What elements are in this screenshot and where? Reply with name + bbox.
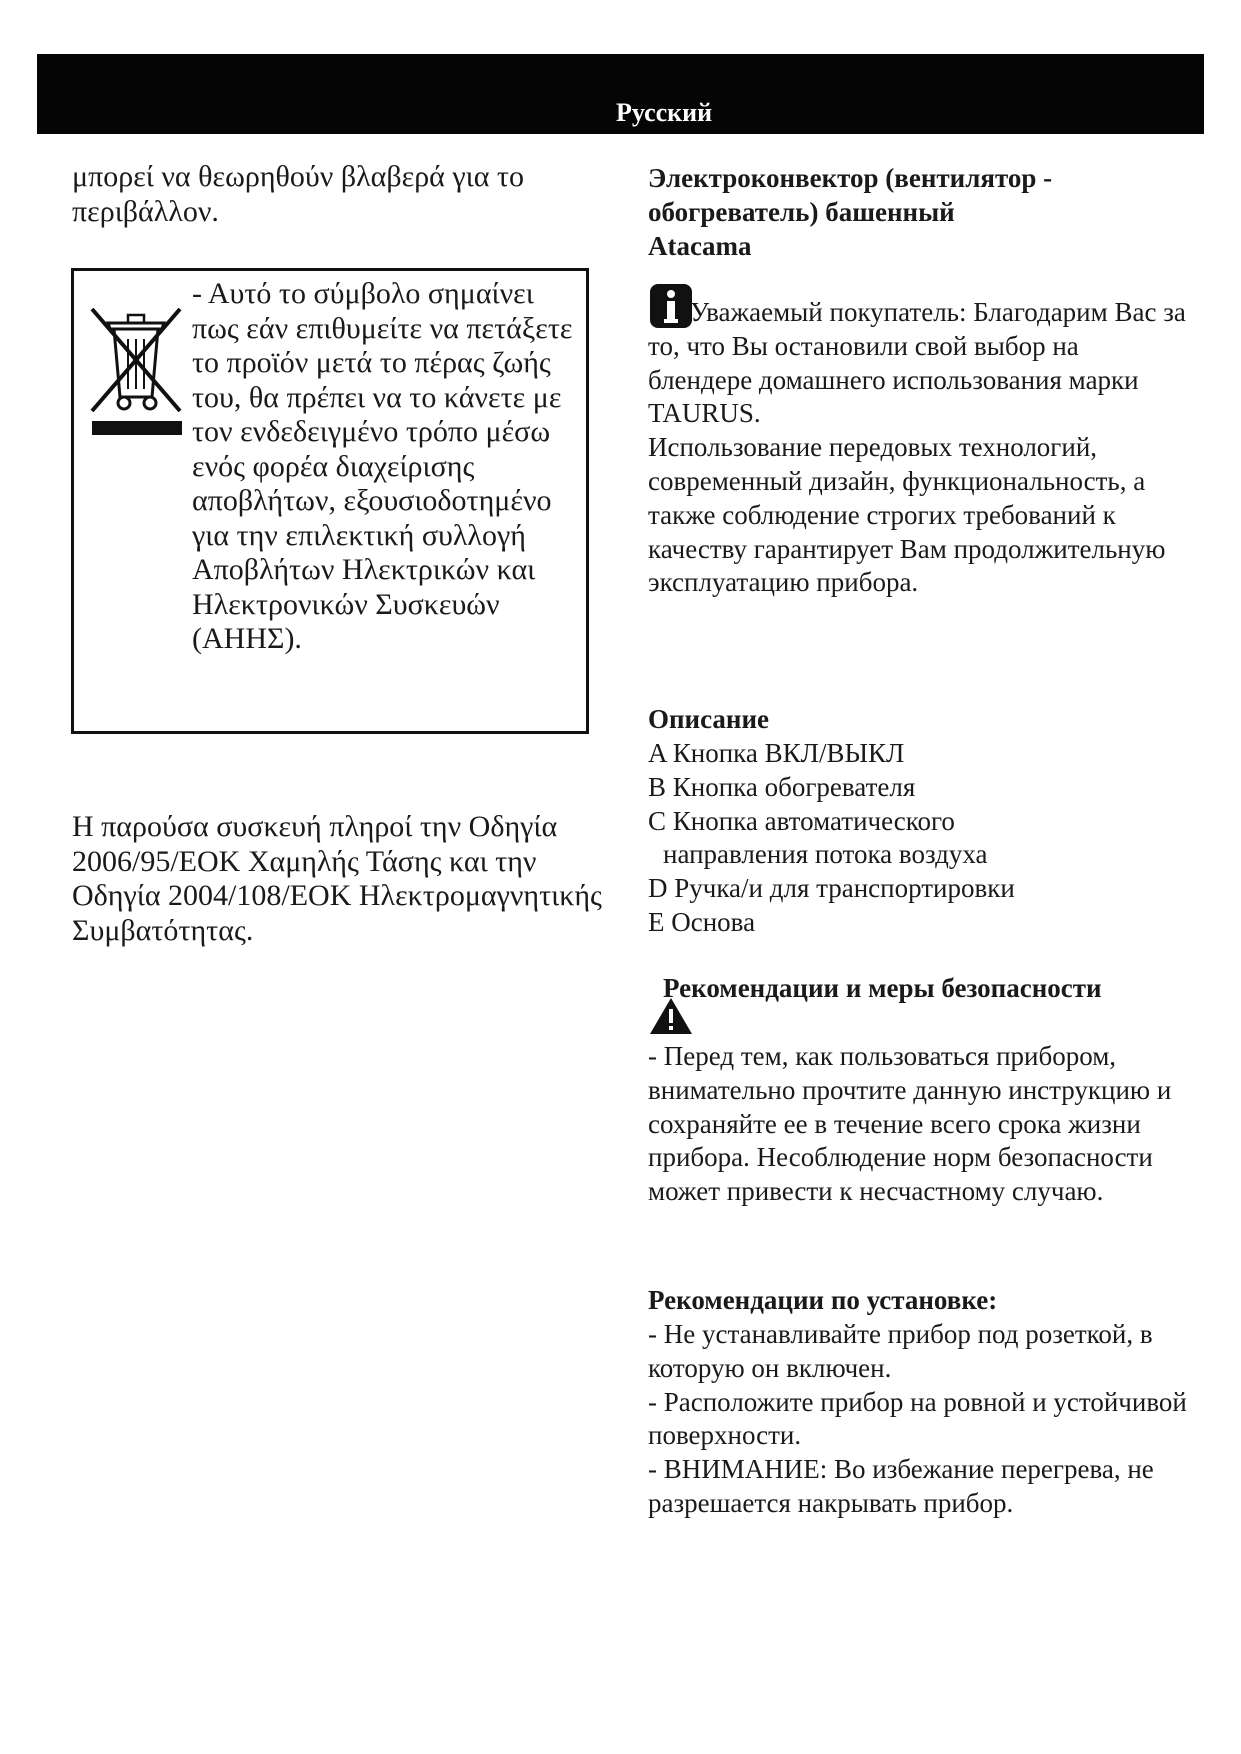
intro-paragraph-1: Уважаемый покупатель: Благодарим Вас за то, что Вы остановили свой выбор на блендере домашнего использования марки TAURUS. bbox=[648, 297, 1186, 429]
recycle-notice-box bbox=[71, 268, 589, 734]
installation-title: Рекомендации по установке: bbox=[648, 1285, 998, 1315]
description-item-b: B Кнопка обогревателя bbox=[648, 771, 916, 802]
description-item-c-cont: направления потока воздуха bbox=[663, 839, 988, 870]
installation-item-2: - Расположите прибор на ровной и устойчивой поверхности. bbox=[648, 1386, 1187, 1451]
safety-text: - Перед тем, как пользоваться прибором, внимательно прочтите данную инструкцию и сохраняйте ее в течение всего срока жизни прибора. Несоблюдение норм безопасности может привести к несчастному случаю. bbox=[648, 1041, 1172, 1207]
description-item-a: A Кнопка ВКЛ/ВЫКЛ bbox=[648, 738, 905, 768]
description-title: Описание bbox=[648, 704, 770, 734]
product-title-line-3: Atacama bbox=[648, 230, 752, 261]
recycle-notice-text: - Αυτό το σύμβολο σημαίνει πως εάν επιθυμείτε να πετάξετε το προϊόν μετά το πέρας ζωής του, θα πρέπει να το κάνετε με τον ενδεδειγμένο τρόπο μέσω ενός φορέα διαχείρισης αποβλήτων, εξουσιοδοτημένο για την επιλεκτική συλλογή Αποβλήτων Ηλεκτρικών και Ηλεκτρονικών Συσκευών (ΑΗΗΣ). bbox=[192, 277, 573, 655]
crossed-out-wheelie-bin-icon bbox=[86, 289, 186, 439]
intro-paragraph-2: Использование передовых технологий, современный дизайн, функциональность, а также соблюдение строгих требований к качеству гарантирует Вам продолжительную эксплуатацию прибора. bbox=[648, 432, 1166, 598]
installation-list bbox=[648, 1318, 1188, 1521]
directive-notice-text: Η παρούσα συσκευή πληροί την Οδηγία 2006/95/ΕΟΚ Χαμηλής Τάσης και την Οδηγία 2004/108/ΕΟΚ Ηλεκτρομαγνητικής Συμβατότητας. bbox=[72, 810, 602, 947]
language-label: Русский bbox=[616, 98, 713, 127]
warning-triangle-icon bbox=[648, 996, 694, 1036]
product-title-line-1: Электроконвектор (вентилятор - bbox=[648, 163, 1053, 193]
description-item-d: D Ручка/и для транспортировки bbox=[648, 873, 1015, 904]
intro-section bbox=[648, 296, 1188, 600]
product-title-line-2: обогреватель) башенный bbox=[648, 196, 955, 227]
safety-title: Рекомендации и меры безопасности bbox=[663, 973, 1102, 1003]
installation-item-1: - Не устанавливайте прибор под розеткой, в которую он включен. bbox=[648, 1319, 1153, 1383]
description-item-e: E Основа bbox=[648, 906, 756, 937]
description-item-c: C Кнопка автоматического bbox=[648, 805, 955, 836]
product-title bbox=[648, 162, 1188, 263]
greek-continuation-text: μπορεί να θεωρηθούν βλαβερά για το περιβάλλον. bbox=[72, 160, 524, 228]
installation-item-3: - ВНИМАНИЕ: Во избежание перегрева, не разрешается накрывать прибор. bbox=[648, 1454, 1154, 1518]
description-list bbox=[648, 737, 1188, 940]
